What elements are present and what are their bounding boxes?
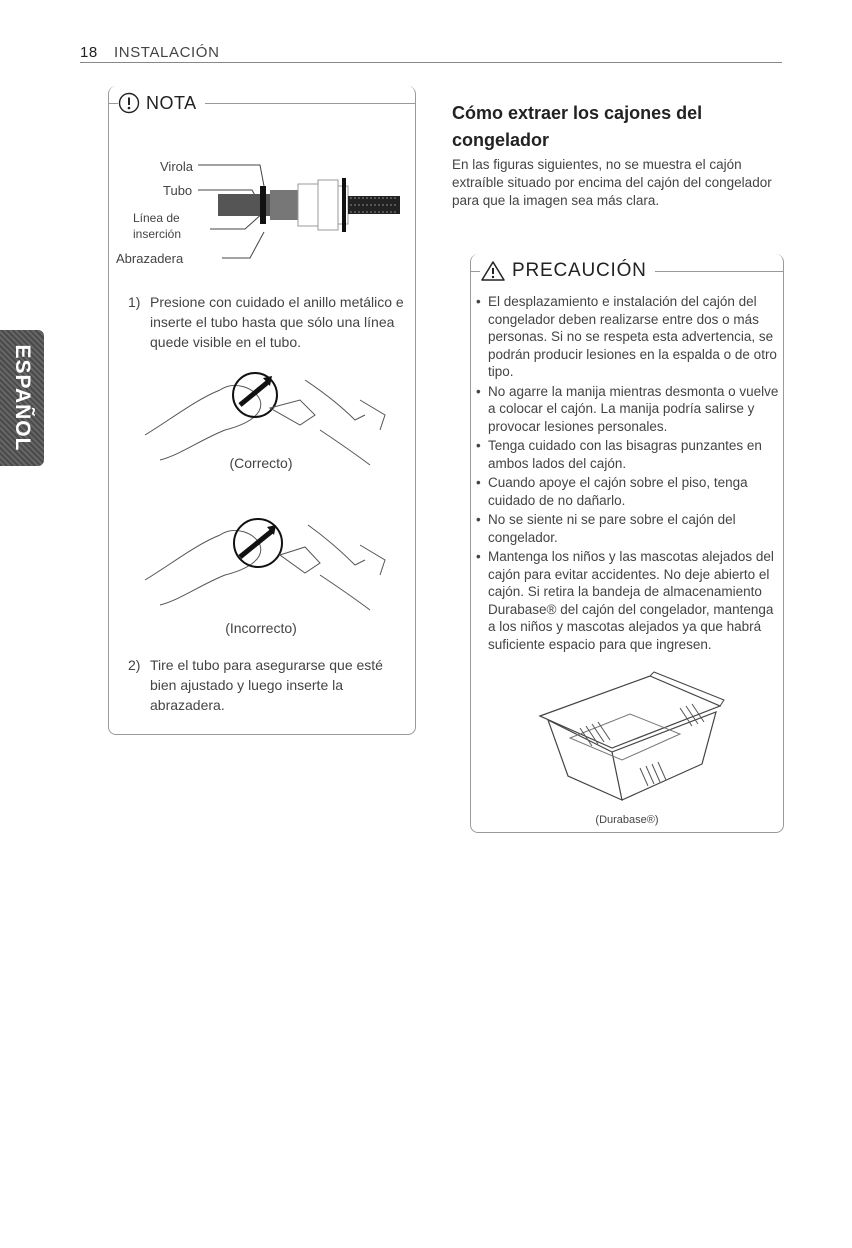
list-item: • Cuando apoye el cajón sobre el piso, tenga cuidado de no dañarlo. [476,474,780,509]
header-rule [80,62,782,63]
language-tab-label: ESPAÑOL [11,344,34,452]
hands-correct-illustration [140,360,400,470]
label-tubo: Tubo [163,183,193,198]
label-abrazadera: Abrazadera [116,251,184,266]
step-1-text: Presione con cuidado el anillo metálico e inserte el tubo hasta que sólo una línea quede visible en el tubo. [150,294,404,350]
warning-icon [480,260,506,282]
label-virola: Virola [160,159,194,174]
page-number: 18 [80,44,98,61]
label-linea-2: inserción [133,227,182,241]
step-2-text: Tire el tubo para asegurarse que esté bien ajustado y luego inserte la abrazadera. [150,657,383,713]
hands-incorrect-illustration [140,505,400,615]
caption-correct: (Correcto) [229,455,293,471]
language-tab [0,330,44,466]
tube-fitting-diagram [160,150,410,270]
list-item: • Tenga cuidado con las bisagras punzantes en ambos lados del cajón. [476,437,780,472]
step-2-number: 2) [128,657,141,673]
caption-incorrect: (Incorrecto) [225,620,297,636]
precaucion-list [476,293,780,655]
list-item: • El desplazamiento e instalación del cajón del congelador deben realizarse entre dos o más personas. Si no se respeta esta advertencia, se podrán producir lesiones en la espalda o de otro tipo. [476,293,780,381]
step-1-number: 1) [128,294,141,310]
step-1 [128,292,408,352]
section-intro: En las figuras siguientes, no se muestra el cajón extraíble situado por encima del cajón del congelador para que la imagen sea más clara. [452,157,772,208]
list-item: • No se siente ni se pare sobre el cajón del congelador. [476,511,780,546]
section-header: INSTALACIÓN [114,44,220,61]
precaucion-title: PRECAUCIÓN [512,260,647,281]
label-linea-1: Línea de [133,211,180,225]
nota-header [108,92,416,114]
section-title: Cómo extraer los cajones del congelador [452,103,703,150]
step-2 [128,655,398,715]
info-icon [118,92,140,114]
precaucion-header [470,260,784,282]
nota-title: NOTA [146,92,197,113]
list-item: • Mantenga los niños y las mascotas alejados del cajón para evitar accidentes. No deje abierto el cajón. Si retira la bandeja de almacenamiento Durabase® del cajón del congelador, mantenga a los niños y mascotas alejados ya que habrá suficiente espacio para que ingresen. [476,548,780,653]
list-item: • No agarre la manija mientras desmonta o vuelve a colocar el cajón. La manija podría salirse y provocar lesiones personales. [476,383,780,436]
durabase-caption: (Durabase®) [595,814,659,826]
durabase-tray-illustration [530,668,730,808]
